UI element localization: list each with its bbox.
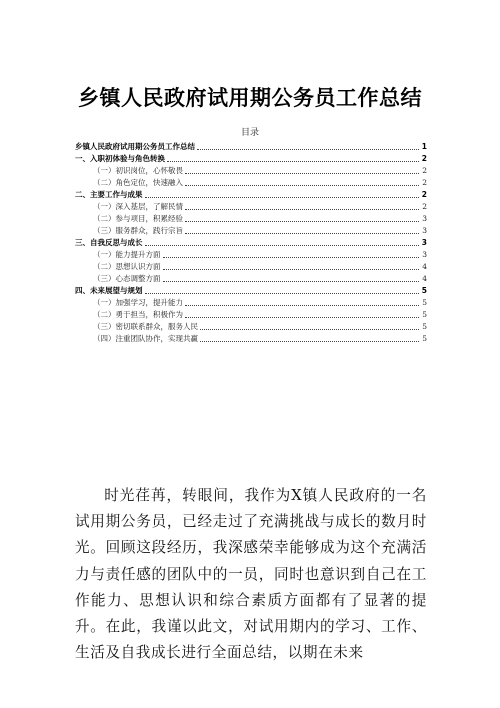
toc-entry[interactable] bbox=[75, 224, 427, 236]
toc-entry-title: （一）初识岗位，心怀敬畏 bbox=[93, 166, 183, 175]
toc-entry-page: 3 bbox=[422, 214, 427, 223]
toc-leader-dots bbox=[163, 268, 420, 270]
toc-entry-title: （二）思想认识方面 bbox=[93, 262, 161, 271]
toc-entry[interactable] bbox=[75, 272, 427, 284]
toc-entry-page: 2 bbox=[421, 190, 427, 199]
document-title: 乡镇人民政府试用期公务员工作总结 bbox=[78, 86, 422, 110]
toc-entry-page: 1 bbox=[421, 142, 427, 151]
toc-leader-dots bbox=[167, 160, 419, 162]
toc-entry-page: 4 bbox=[422, 262, 427, 271]
toc-leader-dots bbox=[185, 220, 419, 222]
toc-entry[interactable] bbox=[75, 200, 427, 212]
toc-entry[interactable] bbox=[75, 152, 427, 164]
toc-leader-dots bbox=[163, 280, 420, 282]
toc-entry-page: 5 bbox=[422, 298, 427, 307]
toc-entry-title: （二）参与项目，积累经验 bbox=[93, 214, 183, 223]
toc-entry[interactable] bbox=[75, 332, 427, 344]
toc-entry[interactable] bbox=[75, 188, 427, 200]
body-paragraph: 时光荏苒，转眼间，我作为X镇人民政府的一名试用期公务员，已经走过了充满挑战与成长的数月时光。回顾这段经历，我深感荣幸能够成为这个充满活力与责任感的团队中的一员，同时也意识到自己在工作能力、思想认识和综合素质方面都有了显著的提升。在此，我谨以此文，对试用期内的学习、工作、生活及自我成长进行全面总结，以期在未来 bbox=[75, 487, 427, 662]
toc-entry[interactable] bbox=[75, 212, 427, 224]
toc-leader-dots bbox=[145, 244, 420, 246]
toc-entry[interactable] bbox=[75, 260, 427, 272]
toc-entry-page: 4 bbox=[422, 274, 427, 283]
toc-entry-page: 3 bbox=[421, 238, 427, 247]
toc-entry-title: （三）密切联系群众，服务人民 bbox=[93, 322, 198, 331]
table-of-contents bbox=[75, 140, 427, 344]
toc-entry[interactable] bbox=[75, 176, 427, 188]
toc-entry-page: 2 bbox=[422, 178, 427, 187]
toc-leader-dots bbox=[200, 328, 419, 330]
toc-entry-title: 三、自我反思与成长 bbox=[75, 238, 143, 247]
toc-entry-title: （三）心态调整方面 bbox=[93, 274, 161, 283]
toc-leader-dots bbox=[185, 208, 419, 210]
toc-entry-page: 3 bbox=[422, 226, 427, 235]
toc-entry-page: 5 bbox=[422, 322, 427, 331]
toc-leader-dots bbox=[197, 148, 419, 150]
toc-entry-page: 3 bbox=[422, 250, 427, 259]
toc-entry-title: （三）服务群众，践行宗旨 bbox=[93, 226, 183, 235]
toc-entry-title: 四、未来展望与规划 bbox=[75, 286, 143, 295]
toc-leader-dots bbox=[200, 340, 419, 342]
toc-entry[interactable] bbox=[75, 296, 427, 308]
toc-entry-page: 5 bbox=[422, 334, 427, 343]
toc-entry-title: （二）勇于担当，积极作为 bbox=[93, 310, 183, 319]
toc-leader-dots bbox=[145, 196, 420, 198]
toc-entry[interactable] bbox=[75, 140, 427, 152]
toc-entry-title: （四）注重团队协作，实现共赢 bbox=[93, 334, 198, 343]
toc-leader-dots bbox=[185, 316, 419, 318]
toc-entry[interactable] bbox=[75, 320, 427, 332]
toc-entry[interactable] bbox=[75, 284, 427, 296]
toc-entry[interactable] bbox=[75, 308, 427, 320]
toc-entry-page: 2 bbox=[422, 166, 427, 175]
toc-entry[interactable] bbox=[75, 164, 427, 176]
toc-entry-title: （一）加强学习，提升能力 bbox=[93, 298, 183, 307]
toc-entry-title: （一）能力提升方面 bbox=[93, 250, 161, 259]
toc-entry-page: 2 bbox=[421, 154, 427, 163]
toc-entry-page: 5 bbox=[421, 286, 427, 295]
toc-entry-title: （一）深入基层，了解民情 bbox=[93, 202, 183, 211]
toc-entry-page: 2 bbox=[422, 202, 427, 211]
toc-entry-title: 乡镇人民政府试用期公务员工作总结 bbox=[75, 142, 195, 151]
toc-entry-title: （二）角色定位，快速融入 bbox=[93, 178, 183, 187]
toc-leader-dots bbox=[163, 256, 420, 258]
toc-heading: 目录 bbox=[240, 128, 259, 138]
toc-leader-dots bbox=[185, 232, 419, 234]
toc-entry-title: 一、入职初体验与角色转换 bbox=[75, 154, 165, 163]
toc-entry-page: 5 bbox=[422, 310, 427, 319]
toc-entry[interactable] bbox=[75, 248, 427, 260]
toc-entry-title: 二、主要工作与成果 bbox=[75, 190, 143, 199]
toc-leader-dots bbox=[185, 172, 419, 174]
toc-entry[interactable] bbox=[75, 236, 427, 248]
toc-leader-dots bbox=[185, 184, 419, 186]
toc-leader-dots bbox=[185, 304, 419, 306]
toc-leader-dots bbox=[145, 292, 420, 294]
